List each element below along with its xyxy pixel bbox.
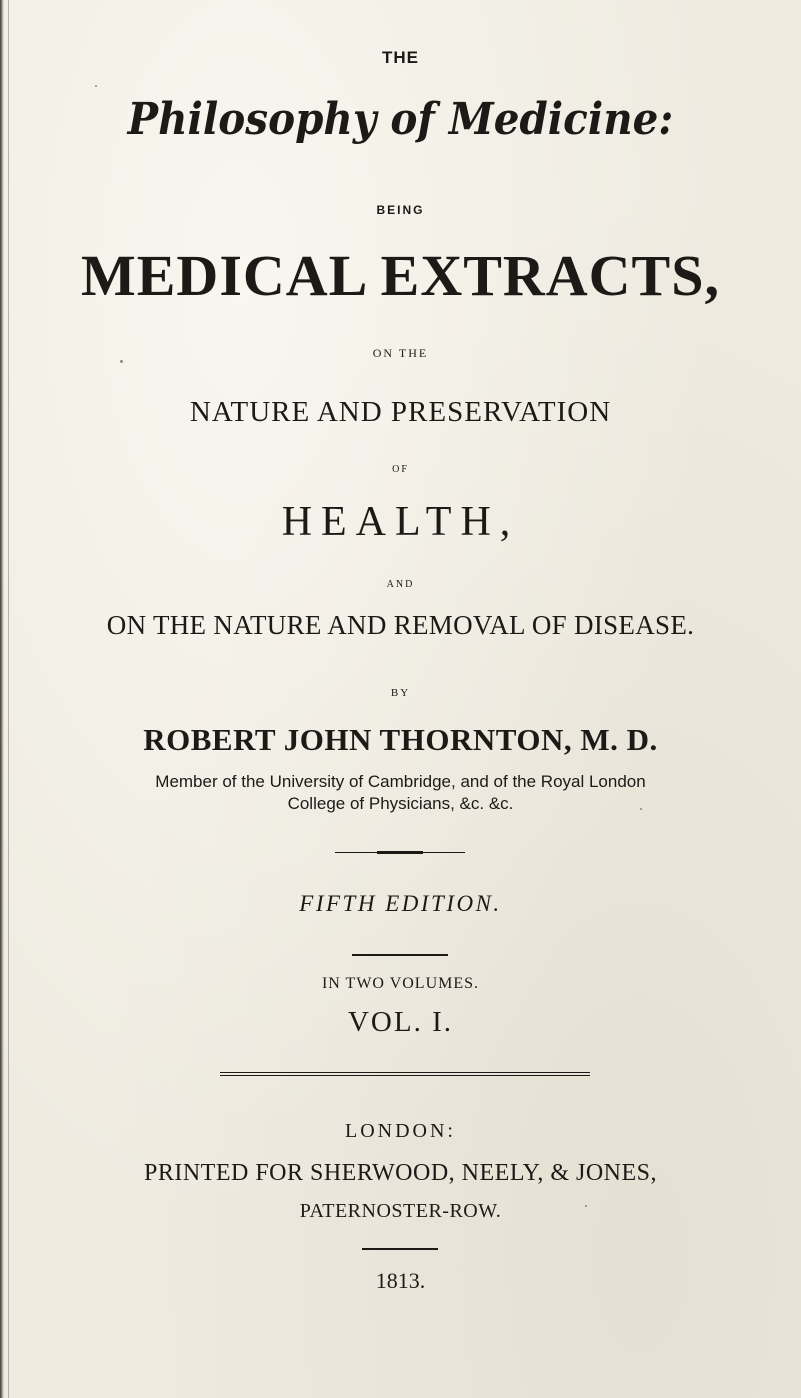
- double-rule: [220, 1072, 590, 1073]
- imprint-place: LONDON:: [345, 1120, 456, 1142]
- foxing-speck: [640, 808, 642, 810]
- imprint-street: PATERNOSTER-ROW.: [299, 1200, 502, 1222]
- volume-number: VOL. I.: [347, 1006, 453, 1038]
- the-label: THE: [382, 48, 419, 67]
- affiliation-line-2: College of Physicians, &c. &c.: [287, 794, 514, 813]
- foxing-speck: [95, 85, 97, 87]
- short-rule: [352, 954, 448, 956]
- imprint-rule: [362, 1248, 438, 1250]
- of-label: OF: [392, 464, 409, 475]
- and-label: AND: [386, 579, 415, 590]
- affiliation-line-1: Member of the University of Cambridge, and of the Royal London: [155, 772, 646, 791]
- foxing-speck: [585, 1205, 587, 1207]
- on-the-label: ON THE: [372, 346, 429, 360]
- by-label: BY: [390, 687, 411, 699]
- volumes-label: IN TWO VOLUMES.: [321, 975, 480, 992]
- being-label: BEING: [376, 203, 425, 217]
- author-name: ROBERT JOHN THORNTON, M. D.: [143, 722, 658, 757]
- subtitle: MEDICAL EXTRACTS,: [81, 243, 720, 308]
- ornamental-rule: [335, 852, 465, 853]
- topic-line-3: ON THE NATURE AND REMOVAL OF DISEASE.: [106, 610, 695, 640]
- foxing-speck: [120, 360, 123, 363]
- edition-label: FIFTH EDITION.: [299, 891, 502, 916]
- topic-line-2: HEALTH,: [281, 499, 520, 545]
- imprint-printer: PRINTED FOR SHERWOOD, NEELY, & JONES,: [143, 1160, 658, 1186]
- main-title: Philosophy of Medicine:: [127, 94, 674, 145]
- topic-line-1: NATURE AND PRESERVATION: [189, 396, 612, 428]
- imprint-year: 1813.: [375, 1268, 426, 1293]
